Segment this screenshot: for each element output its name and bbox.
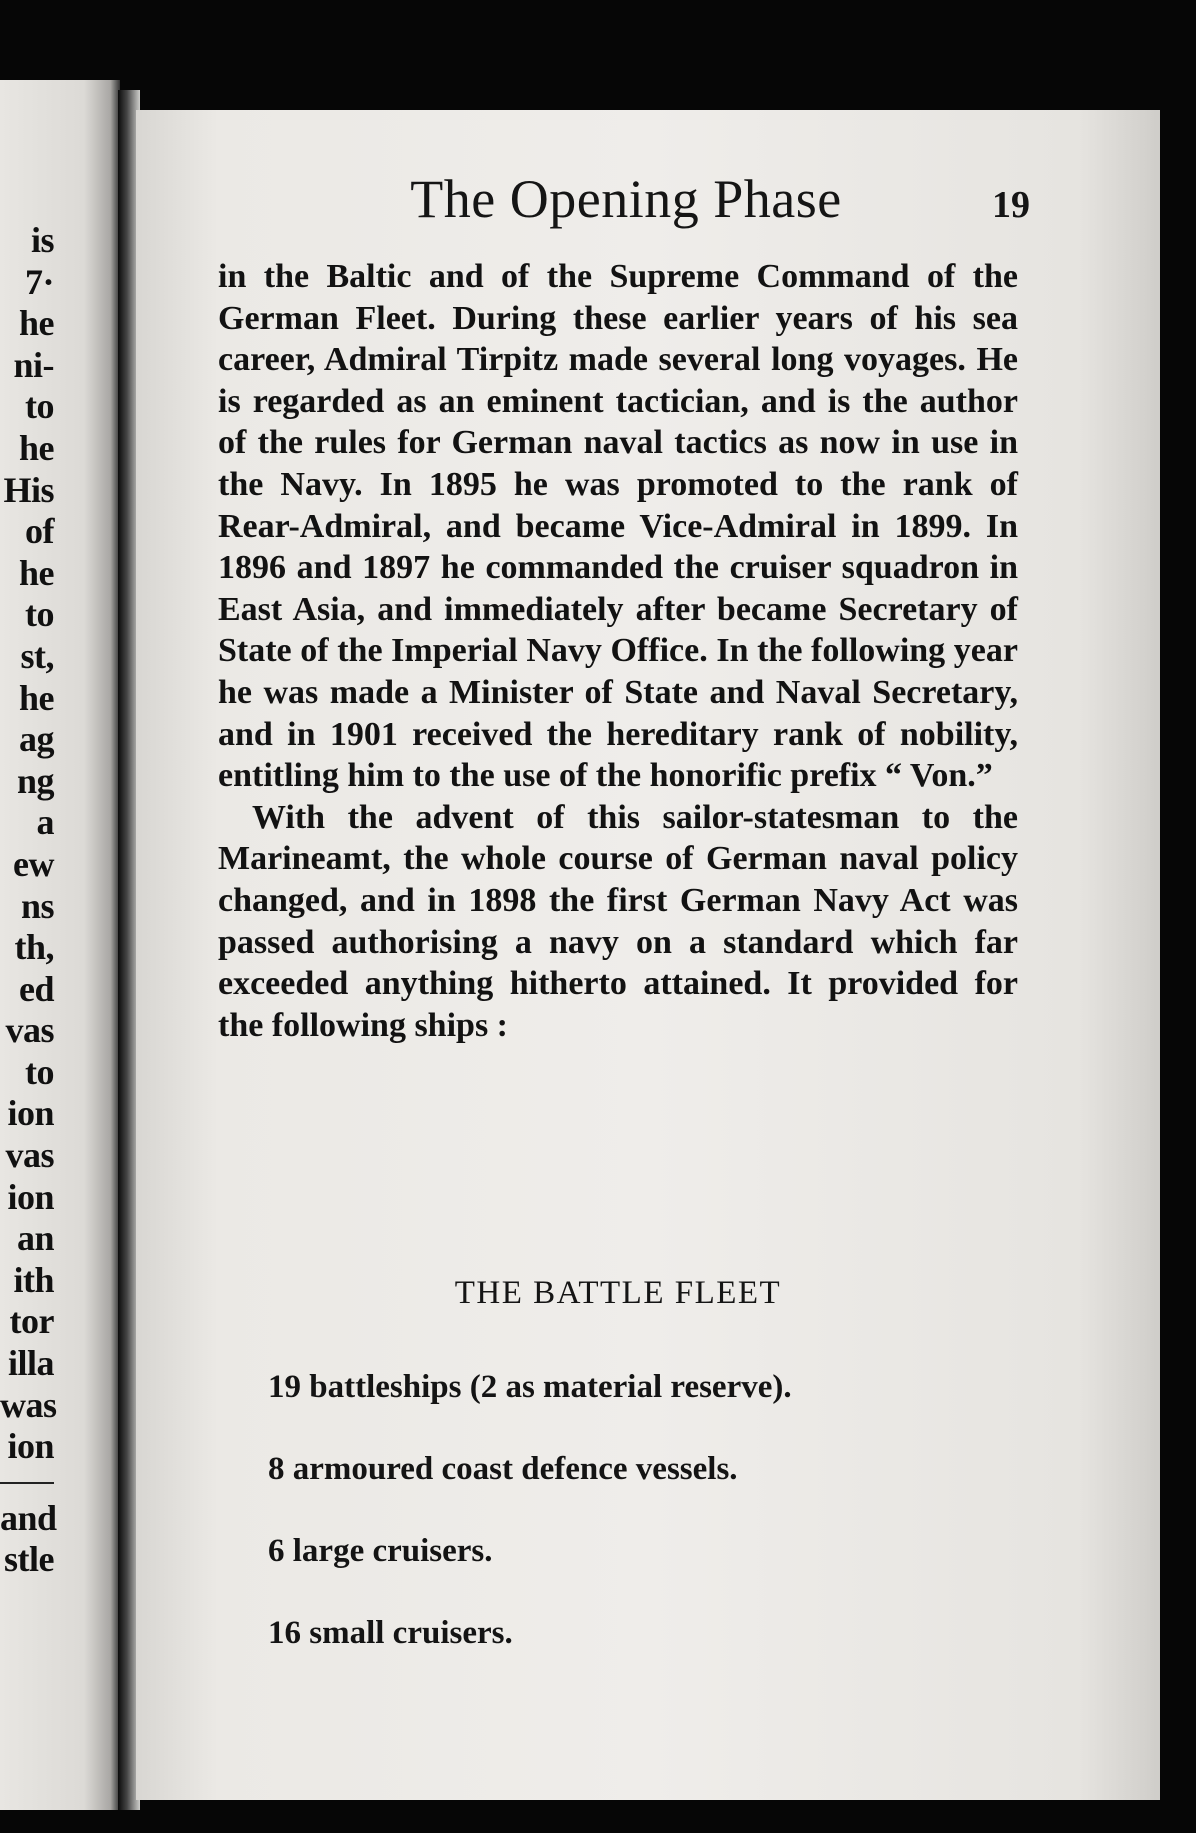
facing-page-fragment: to — [25, 1051, 54, 1092]
running-header — [260, 168, 1030, 234]
facing-page-fragment: ith — [13, 1259, 54, 1300]
facing-page-fragment: ed — [19, 968, 54, 1009]
facing-page-fragment: ion — [7, 1176, 54, 1217]
facing-page-fragment: was — [0, 1384, 57, 1425]
facing-page-fragment: vas — [5, 1135, 54, 1176]
facing-page-fragment: he — [19, 303, 54, 344]
list-item: 16 small cruisers. — [268, 1615, 513, 1651]
facing-page-fragment: 7· — [24, 261, 54, 302]
facing-page-left — [0, 80, 120, 1810]
facing-page-fragment: ag — [19, 719, 54, 760]
facing-page-fragment: st, — [20, 635, 54, 676]
page-number: 19 — [992, 184, 1030, 226]
scan-border — [1160, 0, 1196, 1833]
running-title: The Opening Phase — [410, 169, 842, 229]
fleet-list — [268, 1366, 968, 1694]
facing-page-fragment: His — [3, 469, 54, 510]
facing-page-fragment: illa — [7, 1343, 54, 1384]
facing-page-fragment: ns — [20, 885, 54, 926]
paragraph: in the Baltic and of the Supreme Command of the German Fleet. During these earlier years of his sea career, Admiral Tirpitz made several long voyages. He is regarded as an eminent tactician, and is the author of the rules for German naval tactics as now in use in the Navy. In 1895 he was promoted to the rank of Rear-Admiral, and became Vice-Admiral in 1899. In 1896 and 1897 he commanded the cruiser squadron in East Asia, and immediately after became Secretary of State of the Imperial Navy Office. In the following year he was made a Minister of State and Naval Secretary, and in 1901 received the hereditary rank of nobility, entitling him to the use of the honorific prefix “ Von.” — [218, 258, 1018, 795]
list-item: 8 armoured coast defence vessels. — [268, 1451, 738, 1487]
facing-page-fragment: to — [25, 594, 54, 635]
facing-page-fragment: ion — [7, 1093, 54, 1134]
facing-page-fragment: ew — [13, 843, 54, 884]
facing-page-fragment: th, — [14, 927, 54, 968]
body-text — [218, 256, 1018, 1046]
facing-page-fragment: is — [30, 220, 54, 260]
facing-page-fragment: stle — [4, 1539, 54, 1580]
facing-page-rule — [0, 1482, 54, 1484]
facing-page-fragment: he — [19, 552, 54, 593]
facing-page-fragment: ng — [16, 760, 54, 801]
list-item: 19 battleships (2 as material reserve). — [268, 1369, 792, 1405]
facing-page-fragment: he — [19, 427, 54, 468]
section-heading: THE BATTLE FLEET — [454, 1275, 782, 1311]
facing-page-fragment: a — [36, 802, 54, 843]
facing-page-fragment: to — [25, 386, 54, 427]
facing-page-fragment: he — [19, 677, 54, 718]
facing-page-fragment: ni- — [13, 344, 54, 385]
facing-page-fragment: an — [16, 1218, 54, 1259]
facing-page-text-fragments — [0, 220, 57, 1581]
facing-page-fragment: of — [25, 511, 54, 552]
facing-page-fragment: and — [0, 1497, 57, 1538]
facing-page-fragment: ion — [7, 1426, 54, 1467]
facing-page-fragment: tor — [9, 1301, 54, 1342]
paragraph: With the advent of this sailor-statesman to the Marineamt, the whole course of German naval policy changed, and in 1898 the first German Navy Act was passed authorising a navy on a standard which far exceeded anything hitherto attained. It provided for the following ships : — [218, 798, 1018, 1044]
facing-page-fragment: vas — [5, 1010, 54, 1051]
list-item: 6 large cruisers. — [268, 1533, 493, 1569]
